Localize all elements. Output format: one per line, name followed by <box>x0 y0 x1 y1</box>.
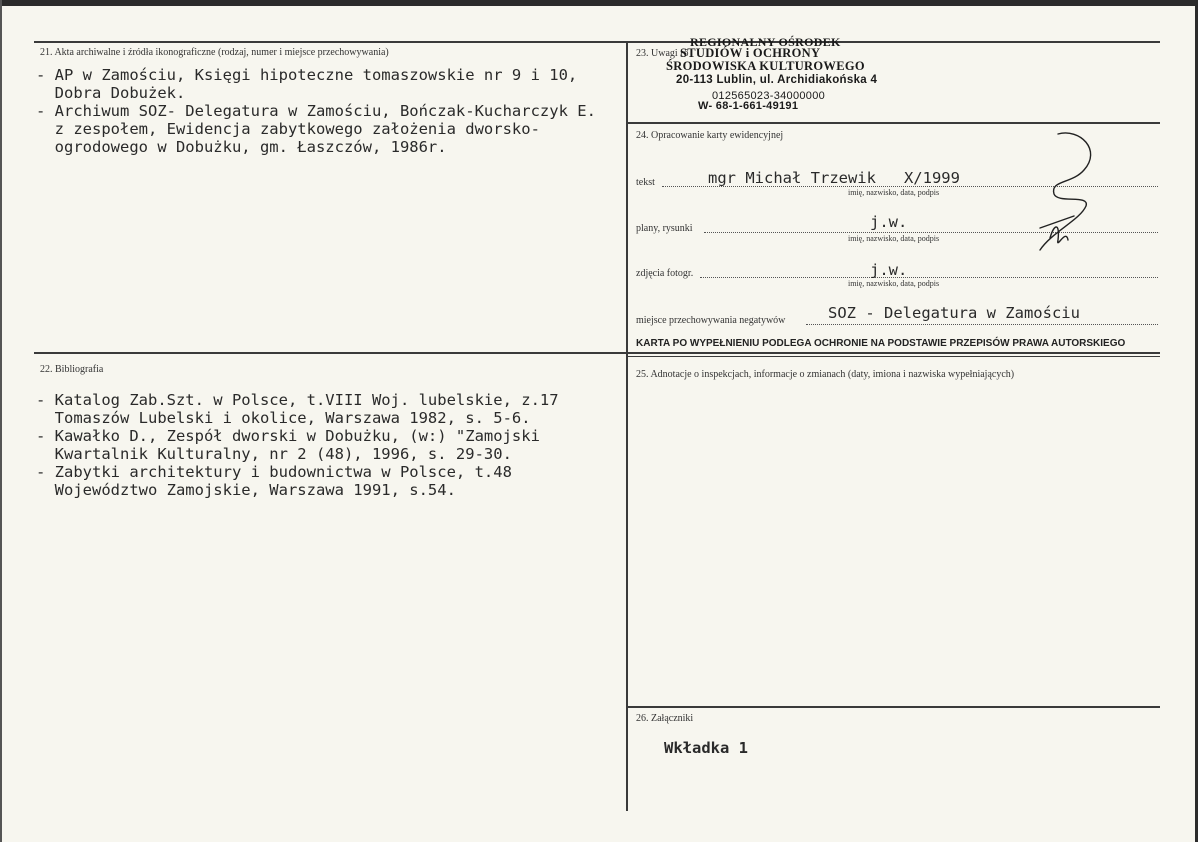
bibliography-line: Województwo Zamojskie, Warszawa 1991, s.54. <box>36 481 456 499</box>
section-24-25-rule <box>626 356 1160 357</box>
photos-label: zdjęcia fotogr. <box>636 268 694 279</box>
archival-source-line: z zespołem, Ewidencja zabytkowego założenia dworsko- <box>36 120 540 138</box>
stamp-line: 012565023-34000000 <box>712 90 826 102</box>
stamp-line: W- 68-1-661-49191 <box>698 100 799 112</box>
archival-source-line: - AP w Zamościu, Księgi hipoteczne tomaszowskie nr 9 i 10, <box>36 66 578 84</box>
section-23-label: 23. Uwagi ró <box>636 48 689 59</box>
photos-caption: imię, nazwisko, data, podpis <box>848 279 940 288</box>
plans-drawings-caption: imię, nazwisko, data, podpis <box>848 234 940 243</box>
photos-value: j.w. <box>870 261 908 279</box>
bibliography-line: - Katalog Zab.Szt. w Polsce, t.VIII Woj. lubelskie, z.17 <box>36 391 559 409</box>
copyright-notice: KARTA PO WYPEŁNIENIU PODLEGA OCHRONIE NA PODSTAWIE PRZEPISÓW PRAWA AUTORSKIEGO <box>636 338 1126 349</box>
handwritten-signature <box>1010 128 1120 258</box>
attachments-value: Wkładka 1 <box>664 739 748 757</box>
bibliography-line: Kwartalnik Kulturalny, nr 2 (48), 1996, s. 29-30. <box>36 445 512 463</box>
section-22-bibliography <box>36 391 559 499</box>
archival-source-line: - Archiwum SOZ- Delegatura w Zamościu, Bończak-Kucharczyk E. <box>36 102 596 120</box>
text-author-caption: imię, nazwisko, data, podpis <box>848 188 940 197</box>
bibliography-line: Tomaszów Lubelski i okolice, Warszawa 1982, s. 5-6. <box>36 409 531 427</box>
center-divider <box>626 41 628 811</box>
section-25-26-rule <box>626 706 1160 708</box>
bibliography-line: - Kawałko D., Zespół dworski w Dobużku, (w:) "Zamojski <box>36 427 540 445</box>
section-26-label: 26. Załączniki <box>636 713 694 724</box>
negatives-location-label: miejsce przechowywania negatywów <box>636 315 786 326</box>
plans-drawings-label: plany, rysunki <box>636 223 693 234</box>
top-rule <box>34 41 1160 43</box>
section-24-label: 24. Opracowanie karty ewidencyjnej <box>636 130 784 141</box>
text-author-value: mgr Michał Trzewik X/1999 <box>708 169 960 187</box>
stamp-line: STUDIÓW i OCHRONY <box>680 46 821 60</box>
bibliography-line: - Zabytki architektury i budownictwa w Polsce, t.48 <box>36 463 512 481</box>
archival-source-line: ogrodowego w Dobużku, gm. Łaszczów, 1986r. <box>36 138 447 156</box>
text-author-label: tekst <box>636 177 655 188</box>
middle-rule <box>34 352 1160 354</box>
section-21-archival-sources <box>36 66 596 156</box>
plans-drawings-value: j.w. <box>870 213 908 231</box>
left-edge-shadow <box>0 0 2 842</box>
photos-dotted-line <box>700 277 1158 278</box>
negatives-location-value: SOZ - Delegatura w Zamościu <box>828 304 1080 322</box>
section-22-label: 22. Bibliografia <box>40 364 104 375</box>
top-edge-shadow <box>0 0 1198 6</box>
stamp-line: 20-113 Lublin, ul. Archidiakońska 4 <box>676 74 878 86</box>
section-21-label: 21. Akta archiwalne i źródła ikonograficzne (rodzaj, numer i miejsce przechowywania) <box>40 47 389 58</box>
archival-source-line: Dobra Dobużek. <box>36 84 186 102</box>
section-23-24-rule <box>626 122 1160 124</box>
stamp-line: ŚRODOWISKA KULTUROWEGO <box>666 59 865 73</box>
section-25-label: 25. Adnotacje o inspekcjach, informacje o zmianach (daty, imiona i nazwiska wypełniających) <box>636 369 1015 380</box>
negatives-location-dotted-line <box>806 324 1158 325</box>
stamp-line: REGIONALNY OŚRODEK <box>690 35 841 49</box>
